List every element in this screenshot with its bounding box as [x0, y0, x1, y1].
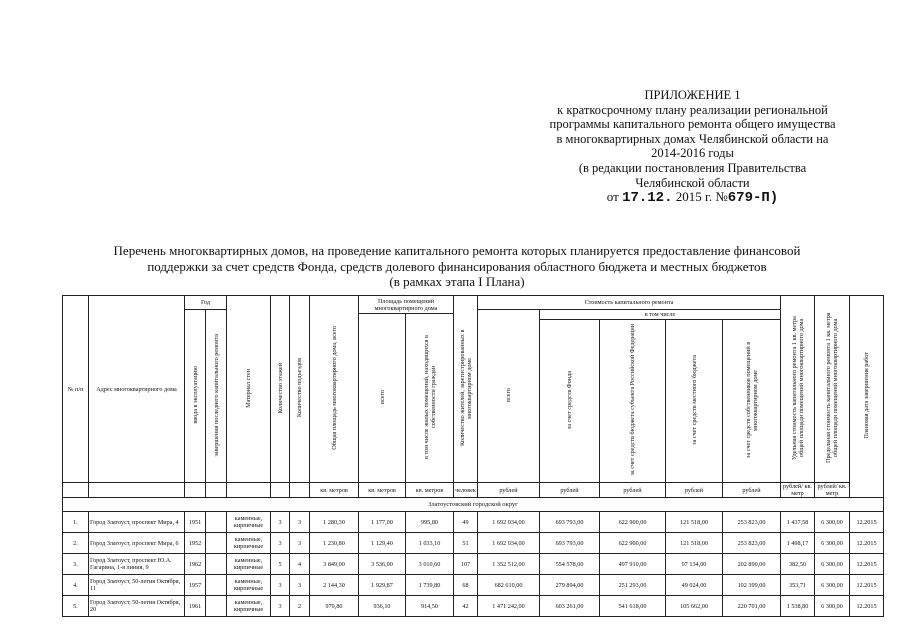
header-cost-incl: в том числе	[540, 310, 781, 320]
unit-cost-local: рублей	[666, 483, 723, 498]
cell-date: 12.2015	[850, 533, 884, 554]
heading-line-3: (в рамках этапа I Плана)	[389, 274, 525, 289]
cell-date: 12.2015	[850, 554, 884, 575]
cell-material: каменные, кирпичные	[227, 575, 271, 596]
header-address: Адрес многоквартирного дома	[89, 296, 185, 483]
cell-owners: 202 890,00	[723, 554, 781, 575]
appendix-line: программы капитального ремонта общего имущества	[549, 117, 836, 132]
cell-area: 1 230,80	[310, 533, 359, 554]
header-cost-owners: за счет средств собственников помещений в многоквартирном доме	[723, 320, 781, 483]
unit-unit-cost: рублей/ кв. метр	[781, 483, 815, 498]
cell-resid: 1 739,80	[406, 575, 454, 596]
unit-cost-total: рублей	[478, 483, 540, 498]
unit-residents: человек	[454, 483, 478, 498]
cell-year: 1952	[185, 533, 206, 554]
unit-cost-owners: рублей	[723, 483, 781, 498]
cell-material: каменные, кирпичные	[227, 512, 271, 533]
cell-num: 3.	[63, 554, 89, 575]
header-cost-group: Стоимость капитального ремонта	[478, 296, 781, 310]
cell-year: 1961	[185, 596, 206, 617]
cell-max: 6 300,00	[815, 575, 850, 596]
cell-floors: 3	[271, 596, 290, 617]
cell-address: Город Златоуст, 50-летия Октября, 20	[89, 596, 185, 617]
appendix-line: (в редакции постановления Правительства	[578, 160, 807, 175]
document-heading	[62, 243, 852, 290]
cell-repair	[206, 533, 227, 554]
header-year-commission: ввода в эксплуатацию	[185, 310, 206, 483]
houses-table	[62, 295, 884, 617]
cell-resid: 995,80	[406, 512, 454, 533]
cell-region: 541 618,00	[600, 596, 666, 617]
header-premises-total: всего	[359, 314, 406, 483]
cell-owners: 102 399,00	[723, 575, 781, 596]
cell-max: 6 300,00	[815, 596, 850, 617]
cell-resid: 1 033,10	[406, 533, 454, 554]
cell-total: 1 692 034,00	[478, 533, 540, 554]
appendix-line: Челябинской области	[635, 175, 750, 190]
cell-area: 1 280,30	[310, 512, 359, 533]
cell-total: 1 692 034,00	[478, 512, 540, 533]
appendix-line: к краткосрочному плану реализации региональной	[557, 102, 828, 117]
order-year: 2015 г. №	[675, 189, 728, 205]
appendix-line: 2014-2016 годы	[651, 146, 734, 161]
header-premises-group: Площадь помещений многоквартирного дома	[359, 296, 454, 314]
cell-fund: 603 261,00	[540, 596, 600, 617]
unit-max-cost: рублей/ кв. метр	[815, 483, 850, 498]
cell-area: 2 144,30	[310, 575, 359, 596]
cell-region: 251 293,00	[600, 575, 666, 596]
table-body	[63, 512, 884, 617]
unit-cost-fund: рублей	[540, 483, 600, 498]
cell-region: 622 900,00	[600, 512, 666, 533]
cell-resid: 3 010,60	[406, 554, 454, 575]
cell-owners: 220 701,00	[723, 596, 781, 617]
header-wall-material: Материал стен	[227, 296, 271, 483]
cell-fund: 693 793,00	[540, 512, 600, 533]
appendix-block	[520, 88, 865, 206]
header-planned-date: Плановая дата завершения работ	[850, 296, 884, 498]
cell-num: 1.	[63, 512, 89, 533]
appendix-line: в многоквартирных домах Челябинской области на	[556, 131, 829, 146]
order-prefix: от	[606, 189, 619, 205]
heading-line-2: поддержки за счет средств Фонда, средств долевого финансирования областного бюджета и местных бюджетов	[147, 258, 767, 274]
cell-repair	[206, 554, 227, 575]
cell-entrances: 3	[290, 533, 310, 554]
cell-area: 979,80	[310, 596, 359, 617]
table-row	[63, 596, 884, 617]
cell-unit: 1 437,58	[781, 512, 815, 533]
cell-date: 12.2015	[850, 512, 884, 533]
cell-resid: 914,50	[406, 596, 454, 617]
cell-repair	[206, 575, 227, 596]
cell-people: 51	[454, 533, 478, 554]
header-premises-residential: в том числе жилых помещений, находящихся в собственности граждан	[406, 314, 454, 483]
cell-material: каменные, кирпичные	[227, 533, 271, 554]
header-num: № п/п	[63, 296, 89, 483]
appendix-title: ПРИЛОЖЕНИЕ 1	[644, 88, 741, 102]
cell-repair	[206, 596, 227, 617]
table-row	[63, 512, 884, 533]
table-row	[63, 554, 884, 575]
cell-fund: 693 793,00	[540, 533, 600, 554]
order-number: 679-П)	[727, 190, 779, 207]
cell-people: 107	[454, 554, 478, 575]
cell-prem: 1 929,87	[359, 575, 406, 596]
order-line	[520, 190, 865, 206]
cell-num: 5.	[63, 596, 89, 617]
cell-year: 1957	[185, 575, 206, 596]
cell-prem: 1 129,40	[359, 533, 406, 554]
cell-entrances: 4	[290, 554, 310, 575]
cell-unit: 382,50	[781, 554, 815, 575]
cell-local: 49 024,00	[666, 575, 723, 596]
header-residents: Количество жителей, зарегистрированных в многоквартирном доме	[454, 296, 478, 483]
cell-entrances: 2	[290, 596, 310, 617]
cell-region: 497 910,00	[600, 554, 666, 575]
cell-unit: 353,71	[781, 575, 815, 596]
cell-floors: 3	[271, 512, 290, 533]
cell-date: 12.2015	[850, 575, 884, 596]
cell-fund: 279 894,00	[540, 575, 600, 596]
header-year-last-repair: завершения последнего капитального ремонта	[206, 310, 227, 483]
unit-total-area: кв. метров	[310, 483, 359, 498]
heading-line-1: Перечень многоквартирных домов, на проведение капитального ремонта которых планируется предоставление финансовой	[113, 243, 801, 258]
cell-prem: 3 536,00	[359, 554, 406, 575]
header-cost-total: всего	[478, 310, 540, 483]
header-cost-fund: за счет средств Фонда	[540, 320, 600, 483]
cell-floors: 5	[271, 554, 290, 575]
cell-max: 6 300,00	[815, 512, 850, 533]
cell-total: 1 352 512,00	[478, 554, 540, 575]
cell-max: 6 300,00	[815, 554, 850, 575]
table-row	[63, 575, 884, 596]
cell-people: 68	[454, 575, 478, 596]
cell-material: каменные, кирпичные	[227, 596, 271, 617]
cell-local: 121 518,00	[666, 533, 723, 554]
cell-date: 12.2015	[850, 596, 884, 617]
cell-year: 1951	[185, 512, 206, 533]
unit-premises-residential: кв. метров	[406, 483, 454, 498]
cell-floors: 3	[271, 575, 290, 596]
cell-material: каменные, кирпичные	[227, 554, 271, 575]
table-row	[63, 533, 884, 554]
cell-address: Город Златоуст, проспект Мира, 6	[89, 533, 185, 554]
cell-local: 97 134,00	[666, 554, 723, 575]
header-max-cost: Предельная стоимость капитального ремонта 1 кв. метра общей площади помещений многоквартирного дома	[815, 296, 850, 483]
unit-cost-region: рублей	[600, 483, 666, 498]
group-title: Златоустовский городской округ	[63, 498, 884, 512]
cell-address: Город Златоуст, 50-летия Октября, 11	[89, 575, 185, 596]
unit-premises-total: кв. метров	[359, 483, 406, 498]
header-unit-cost: Удельная стоимость капитального ремонта 1 кв. метра общей площади помещений многоквартирного дома	[781, 296, 815, 483]
cell-unit: 1 538,80	[781, 596, 815, 617]
header-total-area: Общая площадь многоквартирного дома, всего	[310, 296, 359, 483]
cell-people: 42	[454, 596, 478, 617]
cell-people: 49	[454, 512, 478, 533]
cell-region: 622 900,00	[600, 533, 666, 554]
cell-address: Город Златоуст, проспект Ю.А. Гагарина, 1-я линия, 9	[89, 554, 185, 575]
cell-prem: 936,10	[359, 596, 406, 617]
cell-local: 121 518,00	[666, 512, 723, 533]
cell-unit: 1 498,17	[781, 533, 815, 554]
cell-total: 682 610,00	[478, 575, 540, 596]
cell-fund: 554 578,00	[540, 554, 600, 575]
cell-entrances: 3	[290, 512, 310, 533]
cell-owners: 253 823,00	[723, 512, 781, 533]
cell-total: 1 471 242,00	[478, 596, 540, 617]
cell-year: 1962	[185, 554, 206, 575]
order-date: 17.12.	[622, 190, 673, 207]
header-year-group: Год	[185, 296, 227, 310]
cell-floors: 3	[271, 533, 290, 554]
header-floors: Количество этажей	[271, 296, 290, 483]
cell-entrances: 3	[290, 575, 310, 596]
cell-max: 6 300,00	[815, 533, 850, 554]
cell-repair	[206, 512, 227, 533]
cell-area: 3 849,00	[310, 554, 359, 575]
cell-num: 4.	[63, 575, 89, 596]
cell-num: 2.	[63, 533, 89, 554]
header-entrances: Количество подъездов	[290, 296, 310, 483]
cell-prem: 1 177,00	[359, 512, 406, 533]
cell-address: Город Златоуст, проспект Мира, 4	[89, 512, 185, 533]
header-cost-region: за счет средств бюджета субъекта Российской Федерации	[600, 320, 666, 483]
cell-owners: 253 823,00	[723, 533, 781, 554]
header-cost-local: за счет средств местного бюджета	[666, 320, 723, 483]
cell-local: 105 662,00	[666, 596, 723, 617]
